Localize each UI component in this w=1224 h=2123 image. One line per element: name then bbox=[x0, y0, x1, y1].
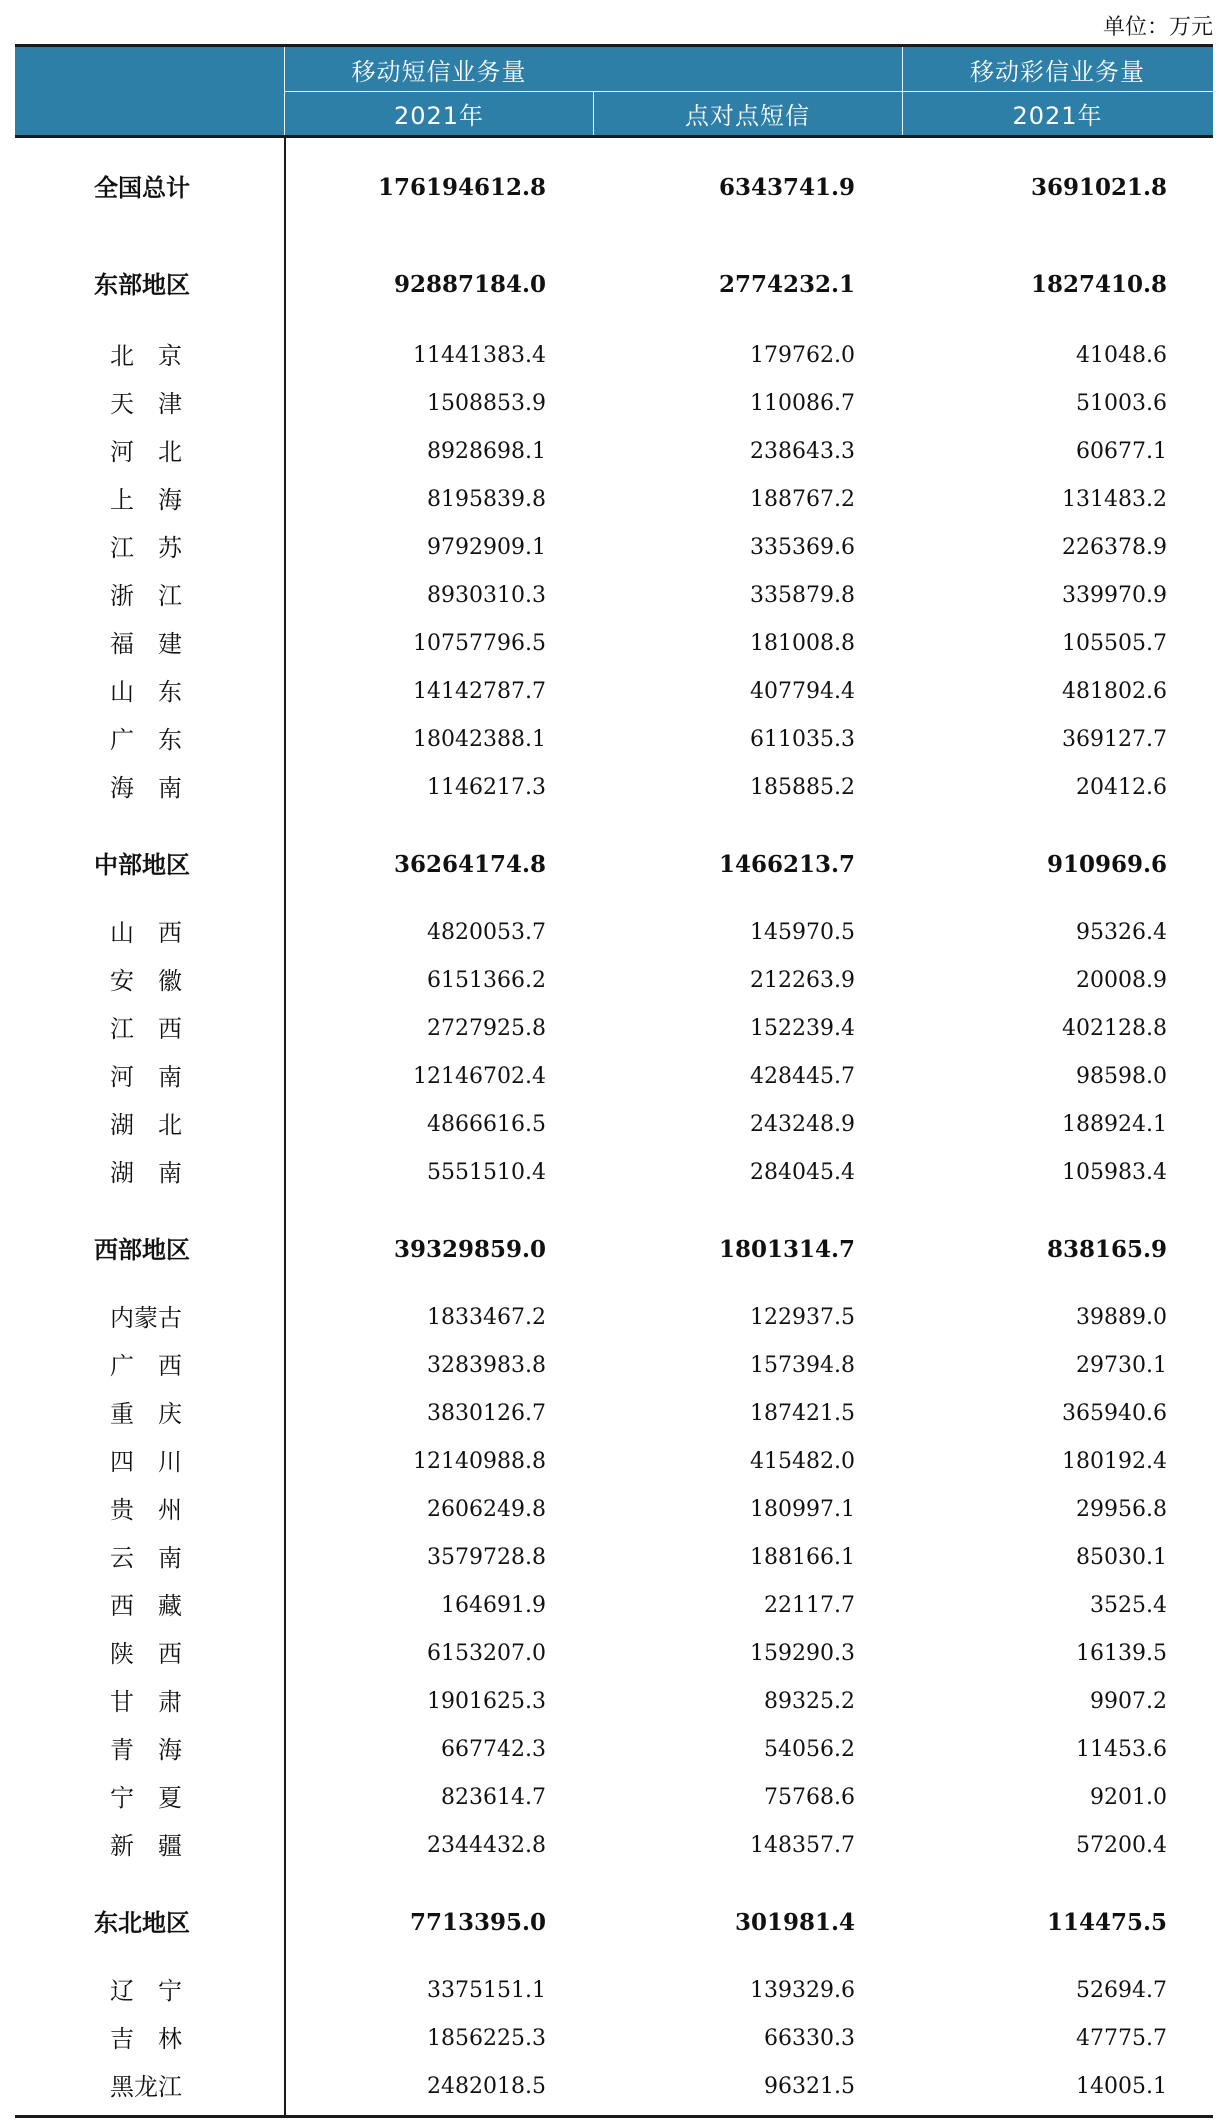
value-sms-2021: 3375151.1 bbox=[427, 1978, 546, 2003]
header-group-sms: 移动短信业务量 bbox=[351, 57, 527, 86]
value-sms-2021: 12146702.4 bbox=[413, 1064, 546, 1089]
region-name: 甘 肃 bbox=[110, 1688, 182, 1716]
table-row bbox=[15, 1488, 1213, 1532]
region-name: 云 南 bbox=[110, 1544, 182, 1572]
value-sms-2021: 8195839.8 bbox=[427, 487, 546, 512]
value-mms-2021: 98598.0 bbox=[1076, 1064, 1167, 1089]
value-sms-2021: 164691.9 bbox=[441, 1593, 546, 1618]
table-header bbox=[15, 44, 1213, 138]
table-row bbox=[15, 1344, 1213, 1388]
region-name: 重 庆 bbox=[110, 1400, 182, 1428]
value-mms-2021: 20008.9 bbox=[1076, 968, 1167, 993]
region-name: 西部地区 bbox=[94, 1236, 190, 1264]
header-col-p2p-sms: 点对点短信 bbox=[685, 101, 810, 130]
value-p2p-sms: 407794.4 bbox=[750, 679, 855, 704]
region-name: 辽 宁 bbox=[110, 1977, 182, 2005]
table-row bbox=[15, 478, 1213, 522]
value-p2p-sms: 66330.3 bbox=[764, 2026, 855, 2051]
value-sms-2021: 1833467.2 bbox=[427, 1305, 546, 1330]
value-sms-2021: 2727925.8 bbox=[427, 1016, 546, 1041]
header-col-sms-2021: 2021年 bbox=[393, 101, 485, 130]
table-row bbox=[15, 1151, 1213, 1195]
value-mms-2021: 85030.1 bbox=[1076, 1545, 1167, 1570]
value-sms-2021: 8928698.1 bbox=[427, 439, 546, 464]
value-mms-2021: 369127.7 bbox=[1062, 727, 1167, 752]
value-sms-2021: 12140988.8 bbox=[413, 1449, 546, 1474]
table-row bbox=[15, 622, 1213, 666]
header-col-mms-2021: 2021年 bbox=[1012, 101, 1103, 130]
value-p2p-sms: 145970.5 bbox=[750, 920, 855, 945]
table-row-region bbox=[15, 843, 1213, 887]
value-sms-2021: 39329859.0 bbox=[393, 1236, 546, 1263]
value-sms-2021: 36264174.8 bbox=[393, 851, 546, 878]
region-name: 贵 州 bbox=[110, 1496, 182, 1524]
header-divider bbox=[285, 91, 1213, 92]
table-row bbox=[15, 959, 1213, 1003]
table-row bbox=[15, 1103, 1213, 1147]
value-sms-2021: 14142787.7 bbox=[413, 679, 546, 704]
table-bottom-rule bbox=[15, 2115, 1213, 2118]
region-name: 山 东 bbox=[110, 678, 182, 706]
table-row bbox=[15, 2017, 1213, 2061]
region-name: 江 西 bbox=[110, 1015, 182, 1043]
value-mms-2021: 39889.0 bbox=[1076, 1305, 1167, 1330]
value-sms-2021: 18042388.1 bbox=[413, 727, 546, 752]
value-p2p-sms: 284045.4 bbox=[750, 1160, 855, 1185]
value-sms-2021: 6151366.2 bbox=[427, 968, 546, 993]
header-group-mms: 移动彩信业务量 bbox=[970, 57, 1145, 86]
table-body bbox=[15, 138, 1213, 2115]
value-mms-2021: 114475.5 bbox=[1046, 1909, 1167, 1936]
table-row bbox=[15, 2065, 1213, 2109]
region-name: 湖 南 bbox=[110, 1159, 182, 1187]
table-row-region bbox=[15, 166, 1213, 210]
value-mms-2021: 339970.9 bbox=[1062, 583, 1167, 608]
table-row bbox=[15, 382, 1213, 426]
value-mms-2021: 131483.2 bbox=[1062, 487, 1167, 512]
value-sms-2021: 6153207.0 bbox=[427, 1641, 546, 1666]
value-p2p-sms: 301981.4 bbox=[734, 1909, 855, 1936]
unit-label: 单位：万元 bbox=[1102, 15, 1213, 40]
value-p2p-sms: 22117.7 bbox=[764, 1593, 855, 1618]
value-mms-2021: 3525.4 bbox=[1090, 1593, 1167, 1618]
value-sms-2021: 10757796.5 bbox=[413, 631, 546, 656]
value-mms-2021: 481802.6 bbox=[1062, 679, 1167, 704]
table-row bbox=[15, 1536, 1213, 1580]
value-mms-2021: 51003.6 bbox=[1076, 391, 1167, 416]
region-name: 北 京 bbox=[110, 342, 182, 370]
region-name: 四 川 bbox=[110, 1448, 182, 1476]
value-mms-2021: 910969.6 bbox=[1046, 851, 1167, 878]
region-name: 福 建 bbox=[110, 630, 182, 658]
value-p2p-sms: 159290.3 bbox=[750, 1641, 855, 1666]
value-sms-2021: 2482018.5 bbox=[427, 2074, 546, 2099]
table-row bbox=[15, 1440, 1213, 1484]
region-name: 湖 北 bbox=[110, 1111, 182, 1139]
value-mms-2021: 226378.9 bbox=[1062, 535, 1167, 560]
region-name: 黑龙江 bbox=[110, 2073, 182, 2101]
value-p2p-sms: 157394.8 bbox=[750, 1353, 855, 1378]
table-row bbox=[15, 1296, 1213, 1340]
value-p2p-sms: 180997.1 bbox=[750, 1497, 855, 1522]
value-p2p-sms: 335369.6 bbox=[750, 535, 855, 560]
value-mms-2021: 20412.6 bbox=[1076, 775, 1167, 800]
value-sms-2021: 3579728.8 bbox=[427, 1545, 546, 1570]
table-row bbox=[15, 1392, 1213, 1436]
table-row bbox=[15, 1007, 1213, 1051]
value-p2p-sms: 75768.6 bbox=[764, 1785, 855, 1810]
value-sms-2021: 5551510.4 bbox=[427, 1160, 546, 1185]
table-row bbox=[15, 1055, 1213, 1099]
region-name: 东北地区 bbox=[94, 1909, 190, 1937]
value-mms-2021: 41048.6 bbox=[1076, 343, 1167, 368]
region-name: 河 南 bbox=[110, 1063, 182, 1091]
value-sms-2021: 7713395.0 bbox=[409, 1909, 546, 1936]
region-name: 山 西 bbox=[110, 919, 182, 947]
value-sms-2021: 11441383.4 bbox=[413, 343, 546, 368]
value-p2p-sms: 212263.9 bbox=[750, 968, 855, 993]
value-p2p-sms: 54056.2 bbox=[764, 1737, 855, 1762]
value-p2p-sms: 187421.5 bbox=[750, 1401, 855, 1426]
region-name: 宁 夏 bbox=[110, 1784, 182, 1812]
region-name: 东部地区 bbox=[94, 271, 190, 299]
value-sms-2021: 1856225.3 bbox=[427, 2026, 546, 2051]
value-sms-2021: 2344432.8 bbox=[427, 1833, 546, 1858]
value-sms-2021: 823614.7 bbox=[441, 1785, 546, 1810]
value-p2p-sms: 122937.5 bbox=[750, 1305, 855, 1330]
region-name: 广 西 bbox=[110, 1352, 182, 1380]
region-name: 安 徽 bbox=[110, 967, 182, 995]
region-name: 西 藏 bbox=[110, 1592, 182, 1620]
table-row bbox=[15, 1728, 1213, 1772]
value-mms-2021: 60677.1 bbox=[1076, 439, 1167, 464]
value-p2p-sms: 185885.2 bbox=[750, 775, 855, 800]
table-row bbox=[15, 574, 1213, 618]
value-mms-2021: 29956.8 bbox=[1076, 1497, 1167, 1522]
value-p2p-sms: 188166.1 bbox=[750, 1545, 855, 1570]
region-name: 内蒙古 bbox=[110, 1304, 182, 1332]
value-mms-2021: 52694.7 bbox=[1076, 1978, 1167, 2003]
table-row bbox=[15, 766, 1213, 810]
value-p2p-sms: 428445.7 bbox=[750, 1064, 855, 1089]
value-mms-2021: 105505.7 bbox=[1062, 631, 1167, 656]
table-row bbox=[15, 911, 1213, 955]
region-name: 浙 江 bbox=[110, 582, 182, 610]
value-sms-2021: 4866616.5 bbox=[427, 1112, 546, 1137]
value-p2p-sms: 148357.7 bbox=[750, 1833, 855, 1858]
value-p2p-sms: 152239.4 bbox=[750, 1016, 855, 1041]
table-row-region bbox=[15, 1228, 1213, 1272]
table-row bbox=[15, 1969, 1213, 2013]
value-mms-2021: 365940.6 bbox=[1062, 1401, 1167, 1426]
region-name: 吉 林 bbox=[110, 2025, 182, 2053]
value-p2p-sms: 415482.0 bbox=[750, 1449, 855, 1474]
value-mms-2021: 1827410.8 bbox=[1030, 271, 1167, 298]
value-p2p-sms: 179762.0 bbox=[750, 343, 855, 368]
value-mms-2021: 9201.0 bbox=[1090, 1785, 1167, 1810]
value-p2p-sms: 139329.6 bbox=[750, 1978, 855, 2003]
value-mms-2021: 188924.1 bbox=[1062, 1112, 1167, 1137]
value-sms-2021: 176194612.8 bbox=[377, 174, 546, 201]
value-sms-2021: 1146217.3 bbox=[427, 775, 546, 800]
value-mms-2021: 57200.4 bbox=[1076, 1833, 1167, 1858]
value-sms-2021: 9792909.1 bbox=[427, 535, 546, 560]
value-sms-2021: 3283983.8 bbox=[427, 1353, 546, 1378]
region-name: 陕 西 bbox=[110, 1640, 182, 1668]
value-sms-2021: 3830126.7 bbox=[427, 1401, 546, 1426]
value-p2p-sms: 335879.8 bbox=[750, 583, 855, 608]
value-sms-2021: 8930310.3 bbox=[427, 583, 546, 608]
value-mms-2021: 95326.4 bbox=[1076, 920, 1167, 945]
table-row bbox=[15, 526, 1213, 570]
value-p2p-sms: 6343741.9 bbox=[718, 174, 855, 201]
region-name: 上 海 bbox=[110, 486, 182, 514]
region-name: 江 苏 bbox=[110, 534, 182, 562]
value-p2p-sms: 2774232.1 bbox=[718, 271, 855, 298]
table-row-region bbox=[15, 1901, 1213, 1945]
table-row bbox=[15, 670, 1213, 714]
value-p2p-sms: 1801314.7 bbox=[718, 1236, 855, 1263]
value-sms-2021: 1901625.3 bbox=[427, 1689, 546, 1714]
table-row-region bbox=[15, 263, 1213, 307]
region-name: 海 南 bbox=[110, 774, 182, 802]
value-p2p-sms: 188767.2 bbox=[750, 487, 855, 512]
value-mms-2021: 180192.4 bbox=[1062, 1449, 1167, 1474]
value-mms-2021: 11453.6 bbox=[1076, 1737, 1167, 1762]
region-name: 青 海 bbox=[110, 1736, 182, 1764]
region-name: 新 疆 bbox=[110, 1832, 182, 1860]
value-mms-2021: 838165.9 bbox=[1046, 1236, 1167, 1263]
value-mms-2021: 402128.8 bbox=[1062, 1016, 1167, 1041]
value-mms-2021: 47775.7 bbox=[1076, 2026, 1167, 2051]
table-row bbox=[15, 1824, 1213, 1868]
table-row bbox=[15, 718, 1213, 762]
value-mms-2021: 14005.1 bbox=[1076, 2074, 1167, 2099]
region-name: 中部地区 bbox=[94, 851, 190, 879]
value-mms-2021: 16139.5 bbox=[1076, 1641, 1167, 1666]
header-divider bbox=[593, 91, 594, 135]
value-mms-2021: 29730.1 bbox=[1076, 1353, 1167, 1378]
value-sms-2021: 4820053.7 bbox=[427, 920, 546, 945]
value-sms-2021: 92887184.0 bbox=[393, 271, 546, 298]
table-row bbox=[15, 1776, 1213, 1820]
value-p2p-sms: 611035.3 bbox=[750, 727, 855, 752]
value-p2p-sms: 238643.3 bbox=[750, 439, 855, 464]
value-mms-2021: 105983.4 bbox=[1062, 1160, 1167, 1185]
table-row bbox=[15, 334, 1213, 378]
value-p2p-sms: 96321.5 bbox=[764, 2074, 855, 2099]
value-mms-2021: 9907.2 bbox=[1090, 1689, 1167, 1714]
table-row bbox=[15, 1632, 1213, 1676]
region-name: 广 东 bbox=[110, 726, 182, 754]
value-p2p-sms: 89325.2 bbox=[764, 1689, 855, 1714]
value-sms-2021: 2606249.8 bbox=[427, 1497, 546, 1522]
value-p2p-sms: 181008.8 bbox=[750, 631, 855, 656]
value-p2p-sms: 1466213.7 bbox=[718, 851, 855, 878]
region-name: 全国总计 bbox=[94, 174, 190, 202]
value-mms-2021: 3691021.8 bbox=[1030, 174, 1167, 201]
table-row bbox=[15, 430, 1213, 474]
region-name: 天 津 bbox=[110, 390, 182, 418]
table-row bbox=[15, 1680, 1213, 1724]
value-sms-2021: 667742.3 bbox=[441, 1737, 546, 1762]
value-p2p-sms: 110086.7 bbox=[750, 391, 855, 416]
value-sms-2021: 1508853.9 bbox=[427, 391, 546, 416]
region-name: 河 北 bbox=[110, 438, 182, 466]
table-row bbox=[15, 1584, 1213, 1628]
value-p2p-sms: 243248.9 bbox=[750, 1112, 855, 1137]
